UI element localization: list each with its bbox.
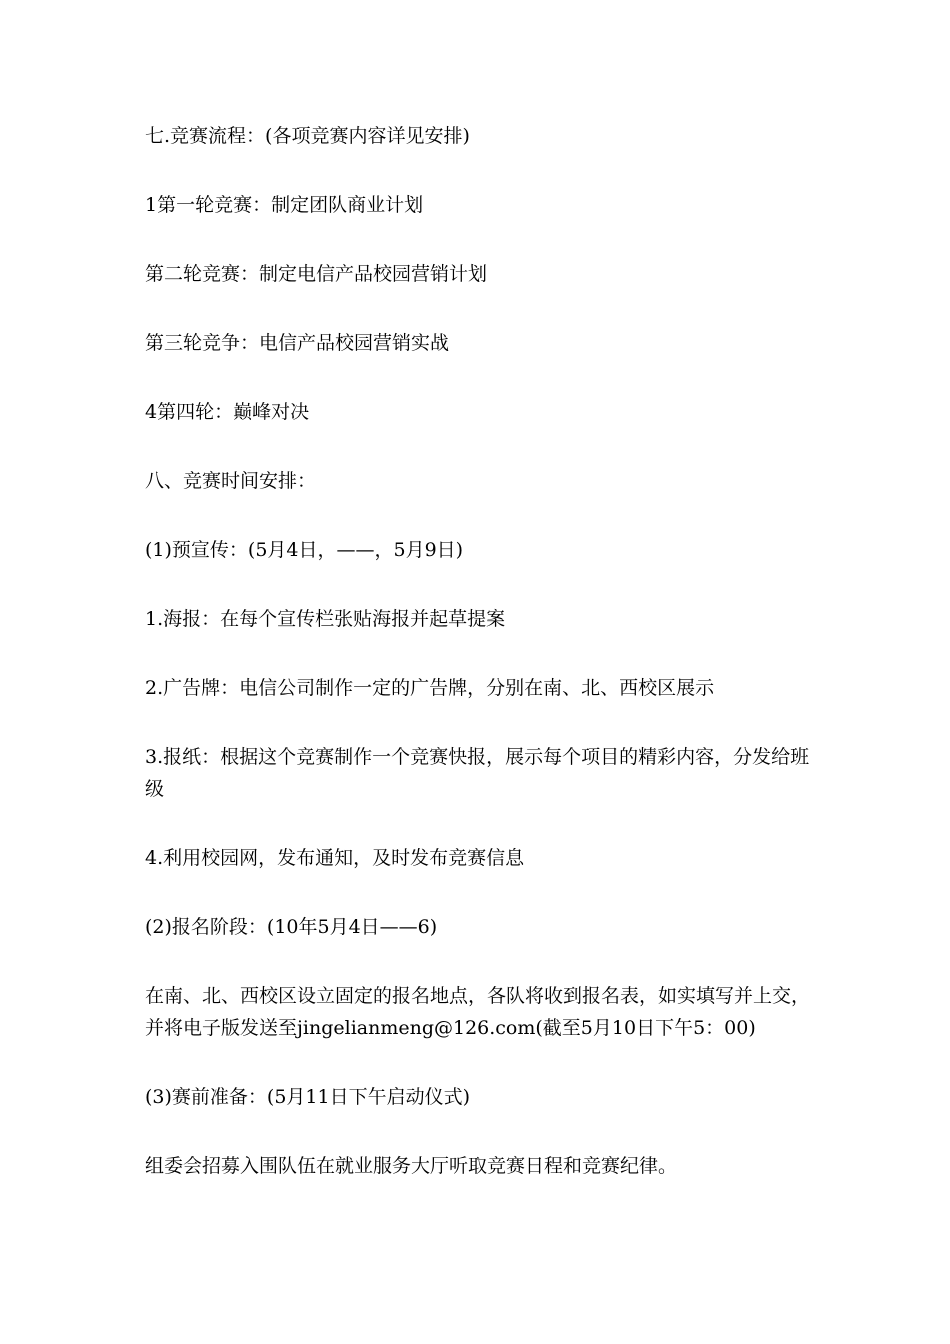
round-2-item: 第二轮竞赛：制定电信产品校园营销计划 — [145, 263, 488, 285]
newspaper-item: 3.报纸：根据这个竞赛制作一个竞赛快报，展示每个项目的精彩内容，分发给班级 — [145, 746, 810, 800]
registration-details: 在南、北、西校区设立固定的报名地点，各队将收到报名表，如实填写并上交，并将电子版发送至jingelianmeng@126.com(截至5月10日下午5：00) — [145, 985, 811, 1039]
pre-promotion-heading: (1)预宣传：(5月4日，——，5月9日) — [145, 539, 464, 561]
registration-heading: (2)报名阶段：(10年5月4日——6) — [145, 916, 438, 938]
round-3-item: 第三轮竞争：电信产品校园营销实战 — [145, 332, 450, 354]
round-4-item: 4第四轮：巅峰对决 — [145, 401, 310, 423]
committee-paragraph: 组委会招募入围队伍在就业服务大厅听取竞赛日程和竞赛纪律。 — [145, 1155, 678, 1177]
billboard-item: 2.广告牌：电信公司制作一定的广告牌，分别在南、北、西校区展示 — [145, 677, 715, 699]
section-7-heading: 七.竞赛流程：(各项竞赛内容详见安排) — [145, 125, 470, 147]
section-8-heading: 八、竞赛时间安排： — [145, 470, 317, 492]
poster-item: 1.海报：在每个宣传栏张贴海报并起草提案 — [145, 608, 506, 630]
campus-network-item: 4.利用校园网，发布通知，及时发布竞赛信息 — [145, 847, 525, 869]
preparation-heading: (3)赛前准备：(5月11日下午启动仪式) — [145, 1086, 471, 1108]
round-1-item: 1第一轮竞赛：制定团队商业计划 — [145, 194, 424, 216]
